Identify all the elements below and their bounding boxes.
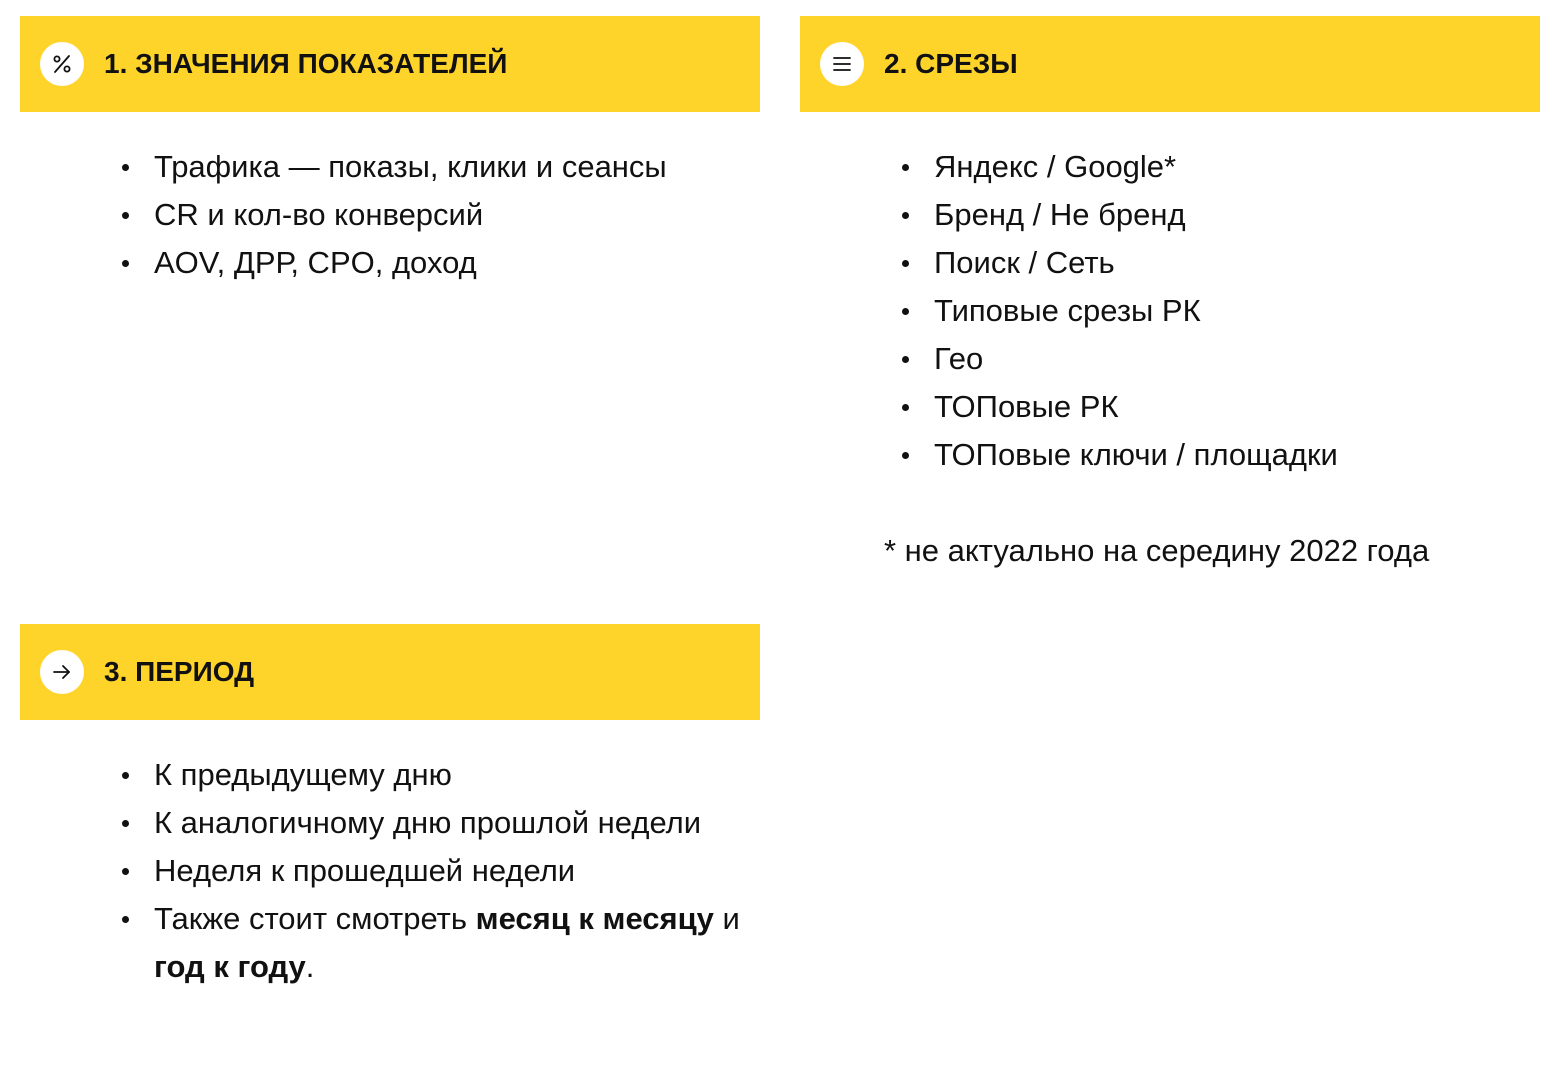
list-item: Гео	[902, 335, 1338, 383]
list-item: ТОПовые ключи / площадки	[902, 431, 1338, 479]
list-item: CR и кол-во конверсий	[122, 191, 667, 239]
section-1-list	[122, 143, 667, 287]
list-item: К аналогичному дню прошлой недели	[122, 799, 762, 847]
list-item: Типовые срезы РК	[902, 287, 1338, 335]
list-item-bold-text: месяц к месяцу	[475, 901, 714, 936]
list-item: Яндекс / Google*	[902, 143, 1338, 191]
list-icon	[820, 42, 864, 86]
percent-icon	[40, 42, 84, 86]
list-item: Поиск / Сеть	[902, 239, 1338, 287]
list-item-bold-text: год к году	[154, 949, 306, 984]
list-item: AOV, ДРР, CPO, доход	[122, 239, 667, 287]
section-1-banner	[20, 16, 760, 112]
section-3-title: 3. ПЕРИОД	[104, 656, 255, 687]
arrow-right-icon	[40, 650, 84, 694]
section-1-title: 1. ЗНАЧЕНИЯ ПОКАЗАТЕЛЕЙ	[104, 48, 508, 79]
section-3-list	[122, 751, 762, 991]
list-item	[122, 895, 762, 991]
list-item-text: Также стоит смотреть	[154, 901, 476, 936]
section-2-footnote: * не актуально на середину 2022 года	[884, 533, 1430, 568]
section-2-title: 2. СРЕЗЫ	[884, 48, 1018, 79]
list-item-text: и	[713, 901, 740, 936]
list-item: ТОПовые РК	[902, 383, 1338, 431]
section-2-list	[902, 143, 1338, 479]
list-item: К предыдущему дню	[122, 751, 762, 799]
list-item: Бренд / Не бренд	[902, 191, 1338, 239]
list-item: Трафика — показы, клики и сеансы	[122, 143, 667, 191]
section-3-banner	[20, 624, 760, 720]
section-2-banner	[800, 16, 1540, 112]
list-item-text: .	[305, 949, 315, 984]
list-item: Неделя к прошедшей недели	[122, 847, 762, 895]
